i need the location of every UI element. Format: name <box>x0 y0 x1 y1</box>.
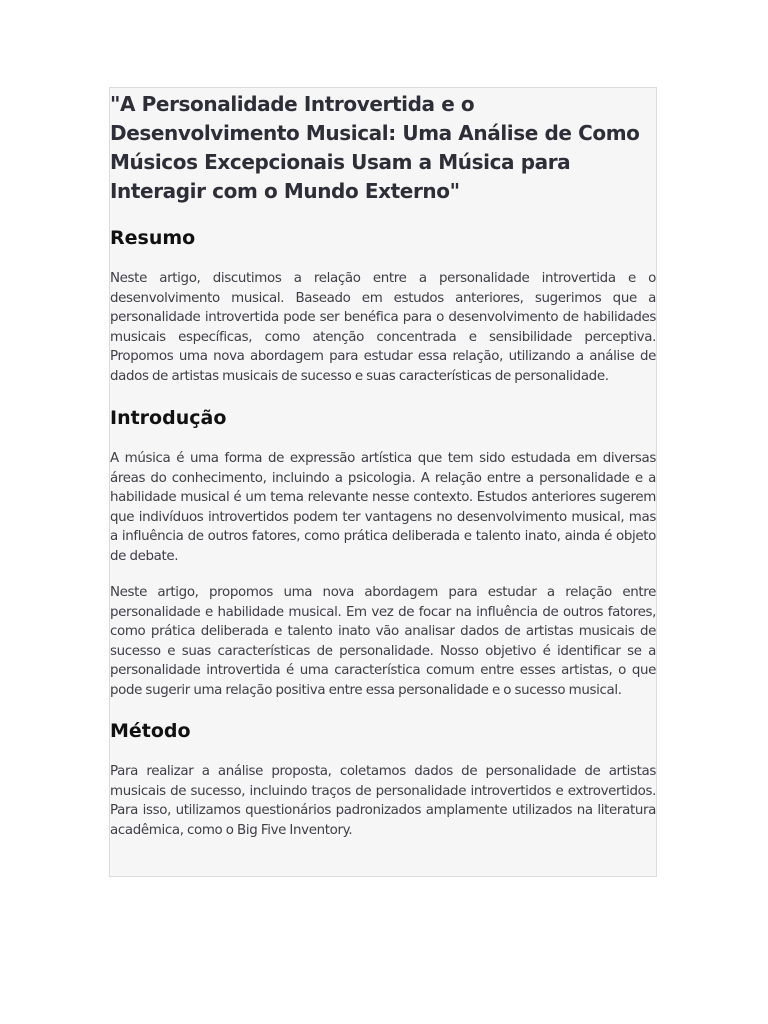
section-heading-resumo: Resumo <box>110 227 196 249</box>
paragraph-resumo: Neste artigo, discutimos a relação entre a personalidade introvertida e o desenvolvimento musical. Baseado em estudos anteriores, sugerimos que a personalidade introvertida pode ser benéfica para o desenvolvimento de habilidades musicais específicas, como atenção concentrada e sensibilidade perceptiva. Propomos uma nova abordagem para estudar essa relação, utilizando a análise de dados de artistas musicais de sucesso e suas características de personalidade. <box>110 271 656 384</box>
paragraph-introducao-2: Neste artigo, propomos uma nova abordagem para estudar a relação entre personalidade e habilidade musical. Em vez de focar na influência de outros fatores, como prática deliberada e talento inato vão analisar dados de artistas musicais de sucesso e suas características de personalidade. Nosso objetivo é identificar se a personalidade introvertida é uma característica comum entre esses artistas, o que pode sugerir uma relação positiva entre essa personalidade e o sucesso musical. <box>110 585 656 698</box>
section-heading-introducao: Introdução <box>110 407 227 429</box>
section-heading-metodo: Método <box>110 720 191 742</box>
paragraph-metodo: Para realizar a análise proposta, coletamos dados de personalidade de artistas musicais de sucesso, incluindo traços de personalidade introvertidos e extrovertidos. Para isso, utilizamos questionários padronizados amplamente utilizados na literatura acadêmica, como o Big Five Inventory. <box>110 764 656 838</box>
document-title: "A Personalidade Introvertida e o Desenvolvimento Musical: Uma Análise de Como Músicos Excepcionais Usam a Música para Interagir com o Mundo Externo" <box>110 92 640 203</box>
document-page <box>109 87 657 877</box>
paragraph-introducao-1: A música é uma forma de expressão artística que tem sido estudada em diversas áreas do conhecimento, incluindo a psicologia. A relação entre a personalidade e a habilidade musical é um tema relevante nesse contexto. Estudos anteriores sugerem que indivíduos introvertidos podem ter vantagens no desenvolvimento musical, mas a influência de outros fatores, como prática deliberada e talento inato, ainda é objeto de debate. <box>110 451 656 564</box>
